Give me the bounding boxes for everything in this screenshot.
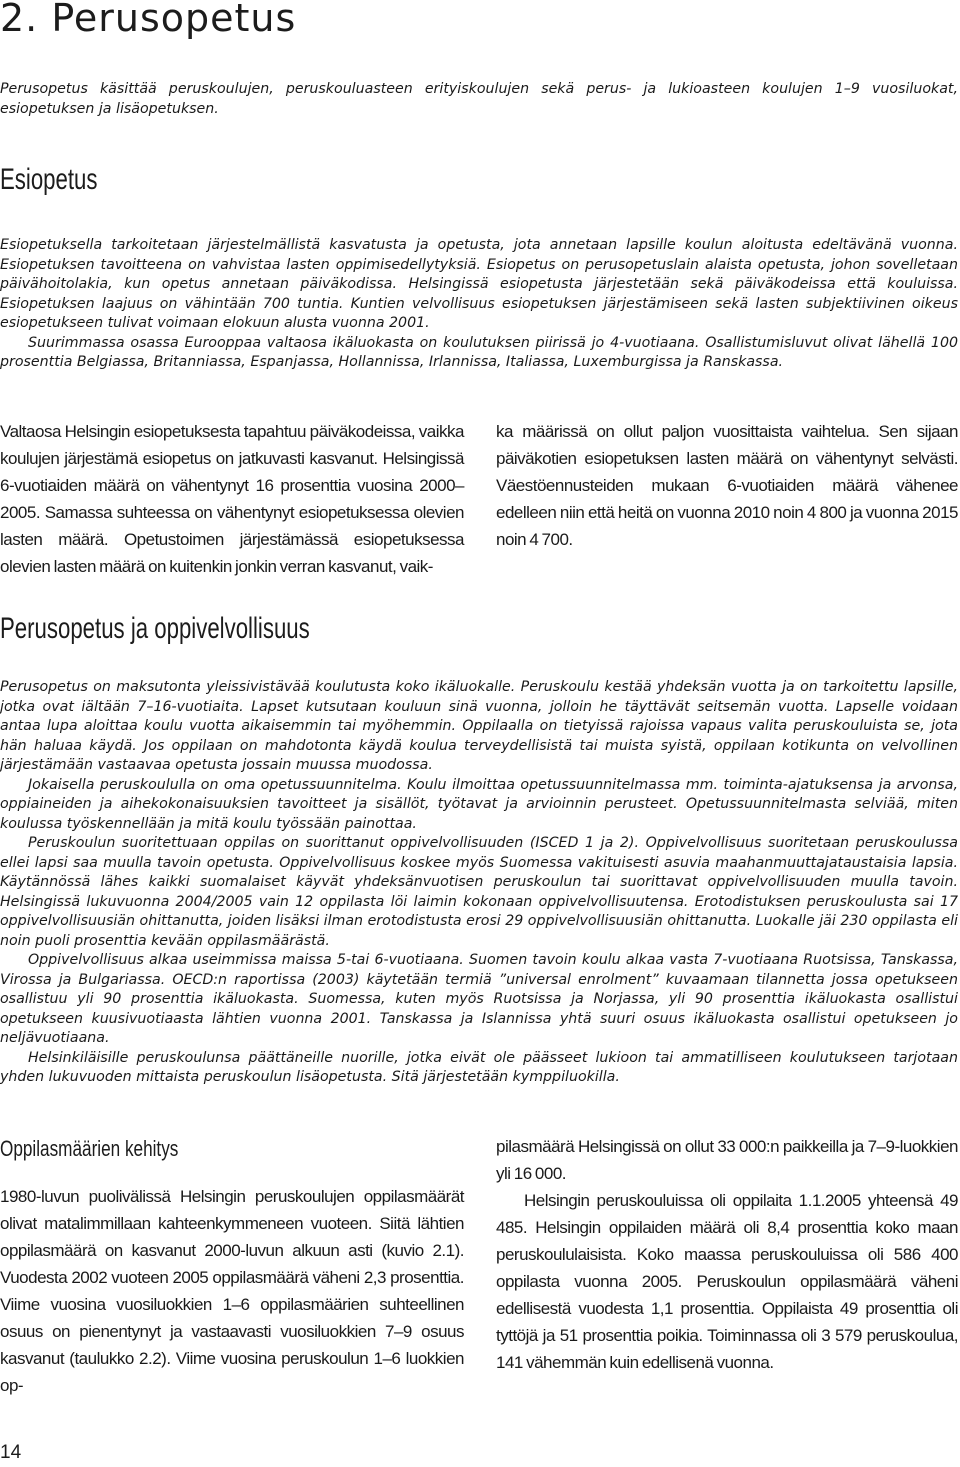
- oppilasmaarat-column-left: [0, 1183, 464, 1399]
- oppilasmaarat-column-left-text: 1980-luvun puolivälissä Helsingin peruskoulujen oppilasmäärät olivat matalimmillaan kahteenkymmeneen vuoteen. Siitä lähtien oppilasmäärä on kasvanut 2000-luvun alkuun asti (kuvio 2.1). Vuodesta 2002 vuoteen 2005 oppilasmäärä väheni 2,3 prosenttia. Viime vuosina vuosiluokkien 1–6 oppilasmäärien suhteellinen osuus on pienentynyt ja vastaavasti vuosiluokkien 7–9 osuus kasvanut (taulukko 2.2). Viime vuosina peruskoulun 1–6 luokkien op-: [0, 1187, 464, 1395]
- esiopetus-paragraph-1: Esiopetuksella tarkoitetaan järjestelmällistä kasvatusta ja opetusta, jota annetaan lapsille koulun aloitusta edeltävänä vuonna. Esiopetuksen tavoitteena on vahvistaa lasten oppimisedellytyksiä. Esiopetus on perusopetuslain alaista opetusta, johon sovelletaan päivähoitolakia, kun opetus annetaan päiväkodissa. Helsingissä esiopetusta järjestetään sekä päiväkodeissa että kouluissa. Esiopetuksen laajuus on vähintään 700 tuntia. Kuntien velvollisuus esiopetuksen järjestämiseen sekä lasten subjektiivinen oikeus esiopetukseen tulivat voimaan elokuun alusta vuonna 2001.: [0, 237, 958, 331]
- oppivelvollisuus-paragraph-2: Jokaisella peruskoululla on oma opetussuunnitelma. Koulu ilmoittaa opetussuunnitelmassa mm. toiminta-ajatuksensa ja arvonsa, oppiaineiden ja aihekokonaisuuksien tavoitteet ja sisällöt, työtavat ja arvioinnin perusteet. Opetussuunnitelmasta selviää, miten koulussa työskennellään ja mitä koulu työssään painottaa.: [0, 776, 958, 832]
- oppivelvollisuus-body: [0, 678, 958, 1088]
- intro-paragraph: [0, 80, 958, 119]
- intro-text: Perusopetus käsittää peruskoulujen, peruskouluasteen erityiskoulujen sekä perus- ja lukioasteen koulujen 1–9 vuosiluokat, esiopetuksen ja lisäopetuksen.: [0, 81, 958, 117]
- section-heading-oppilasmaarat: Oppilasmäärien kehitys: [0, 1136, 179, 1161]
- esiopetus-column-right: [496, 418, 958, 553]
- oppilasmaarat-column-right-paragraph-2: Helsingin peruskouluissa oli oppilaita 1.1.2005 yhteensä 49 485. Helsingin oppilaiden määrä oli 8,4 prosenttia koko maan peruskoululaisista. Koko maassa peruskouluissa oli 586 400 oppilasta vuonna 2005. Peruskoulun oppilasmäärä väheni edellisestä vuodesta 1,1 prosenttia. Oppilaista 49 prosenttia oli tyttöjä ja 51 prosenttia poikia. Toiminnassa oli 3 579 peruskoulua, 141 vähemmän kuin edellisenä vuonna.: [496, 1191, 958, 1372]
- oppivelvollisuus-paragraph-1: Perusopetus on maksutonta yleissivistävää koulutusta koko ikäluokalle. Peruskoulu kestää yhdeksän vuotta ja on tarkoitettu lapsille, jotka ovat iältään 7–16-vuotiaita. Lapset kutsutaan kouluun sinä vuonna, jolloin he täyttävät seitsemän vuotta. Lapselle voidaan antaa lupa aloittaa koulu vuotta aikaisemmin tai myöhemmin. Oppilaalla on tietyissä rajoissa vapaus valita peruskouluista se, jota hän haluaa käydä. Jos oppilaan on mahdotonta käydä koulua terveydellisistä tai muista syistä, oppilaan kotikunta on velvollinen järjestämään vastaavaa opetusta jossain muussa muodossa.: [0, 679, 958, 773]
- esiopetus-body: [0, 236, 958, 373]
- chapter-title: 2. Perusopetus: [0, 0, 297, 40]
- esiopetus-column-left-text: Valtaosa Helsingin esiopetuksesta tapahtuu päiväkodeissa, vaikka koulujen järjestämä esiopetus on jatkuvasti kasvanut. Helsingissä 6-vuotiaiden määrä on vähentynyt 16 prosenttia vuosina 2000–2005. Samassa suhteessa on vähentynyt esiopetuksessa olevien lasten määrä. Opetustoimen järjestämässä esiopetuksessa olevien lasten määrä on kuitenkin jonkin verran kasvanut, vaik-: [0, 422, 464, 576]
- page-number: 14: [0, 1442, 22, 1463]
- esiopetus-column-left: [0, 418, 464, 580]
- oppilasmaarat-column-right-paragraph-1: pilasmäärä Helsingissä on ollut 33 000:n paikkeilla ja 7–9-luokkien yli 16 000.: [496, 1137, 958, 1183]
- oppivelvollisuus-paragraph-3: Peruskoulun suoritettuaan oppilas on suorittanut oppivelvollisuuden (ISCED 1 ja 2). Oppivelvollisuus suoritetaan peruskoulussa ellei lapsi saa muulla tavoin opetusta. Oppivelvollisuus koskee myös Suomessa vakituisesti asuvia maahanmuuttajataustaisia lapsia. Käytännössä lähes kaikki suomalaiset käyvät yhdeksänvuotisen peruskoulun tai suorittavat oppivelvollisuuden muulla tavoin. Helsingissä lukuvuonna 2004/2005 vain 12 oppilasta löi laimin kokonaan oppivelvollisuutensa. Erotodistuksen peruskoulusta sai 17 oppivelvollisuusiän ohittanutta, joiden lisäksi ilman erotodistusta erosi 29 oppivelvollisuusiän ohittanutta. Luokalle jäi 230 oppilasta eli noin puoli prosenttia kevään oppilasmäärästä.: [0, 835, 958, 949]
- section-heading-esiopetus: Esiopetus: [0, 163, 98, 196]
- esiopetus-paragraph-2: Suurimmassa osassa Eurooppaa valtaosa ikäluokasta on koulutuksen piirissä jo 4-vuotiaana. Osallistumisluvut olivat lähellä 100 prosenttia Belgiassa, Britanniassa, Espanjassa, Hollannissa, Irlannissa, Italiassa, Luxemburgissa ja Ranskassa.: [0, 334, 958, 370]
- esiopetus-column-right-text: ka määrissä on ollut paljon vuosittaista vaihtelua. Sen sijaan päiväkotien esiopetuksen lasten määrä on vähentynyt selvästi. Väestöennusteiden mukaan 6-vuotiaiden määrä vähenee edelleen niin että heitä on vuonna 2010 noin 4 800 ja vuonna 2015 noin 4 700.: [496, 422, 958, 549]
- section-heading-oppivelvollisuus: Perusopetus ja oppivelvollisuus: [0, 612, 310, 645]
- oppivelvollisuus-paragraph-5: Helsinkiläisille peruskoulunsa päättäneille nuorille, jotka eivät ole päässeet lukioon tai ammatilliseen koulutukseen tarjotaan yhden lukuvuoden mittaista peruskoulun lisäopetusta. Sitä järjestetään kymppiluokilla.: [0, 1049, 958, 1085]
- oppivelvollisuus-paragraph-4: Oppivelvollisuus alkaa useimmissa maissa 5-tai 6-vuotiaana. Suomen tavoin koulu alkaa vasta 7-vuotiaana Ruotsissa, Tanskassa, Virossa ja Bulgariassa. OECD:n raportissa (2003) käytetään termiä ”universal enrolment” kuvaamaan tilannetta jossa opetukseen osallistuu yli 90 prosenttia ikäluokasta. Suomessa, kuten myös Ruotsissa ja Norjassa, yli 90 prosenttia ikäluokasta osallistui opetukseen kuusivuotiaasta lähtien vuonna 2001. Tanskassa ja Islannissa yhtä suuri osuus ikäluokasta osallistui opetukseen jo neljävuotiaana.: [0, 952, 958, 1046]
- oppilasmaarat-column-right: [496, 1133, 958, 1376]
